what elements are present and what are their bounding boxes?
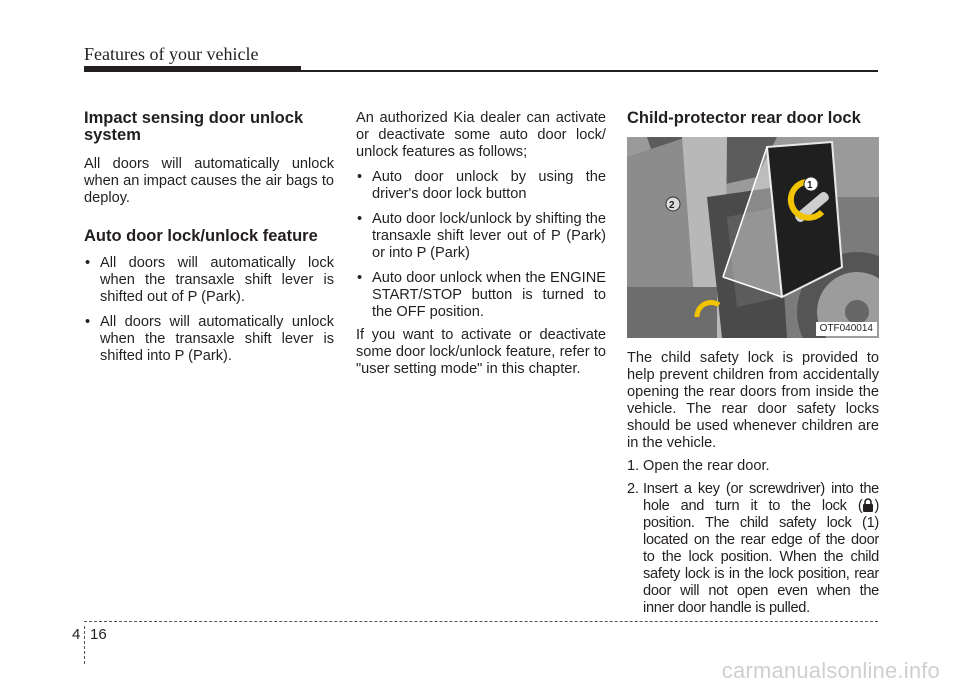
header-rule-thick — [84, 66, 301, 72]
step-text-after: ) position. The child safety lock (1) located on the rear edge of the door to the lock position. When the child safety lock is in the lock position, rear door will not open even when the inner door handle is pulled. — [643, 498, 879, 616]
dealer-option-bullet: • Auto door lock/unlock by shifting the transaxle shift lever out of P (Park) or into P (Park) — [356, 211, 606, 262]
auto-unlock-bullet: • All doors will automatically unlock when the transaxle shift lever is shifted into P (Park). — [84, 314, 334, 365]
child-lock-heading: Child-protector rear door lock — [627, 109, 861, 127]
footer-divider — [84, 626, 85, 664]
figure-code: OTF040014 — [816, 322, 877, 336]
auto-lock-heading: Auto door lock/unlock feature — [84, 227, 318, 245]
chapter-number: 4 — [72, 626, 81, 643]
header-rule-thin — [300, 70, 878, 72]
step-number: 1. — [627, 458, 640, 474]
watermark: carmanualsonline.info — [721, 658, 940, 683]
callout-1-label: 1 — [807, 180, 813, 191]
step-number: 2. — [627, 481, 639, 497]
dealer-option-bullet: • Auto door unlock when the ENGINE START/STOP button is turned to the OFF position. — [356, 270, 606, 321]
auto-lock-bullet: • All doors will automatically lock when the transaxle shift lever is shifted out of P (Park). — [84, 255, 334, 306]
column-middle — [356, 110, 606, 378]
dealer-intro-text: An authorized Kia dealer can activate or deactivate some auto door lock/ unlock features as follows; — [356, 110, 606, 160]
user-setting-text: If you want to activate or deactivate some door lock/unlock feature, refer to "user setting mode" in this chapter. — [356, 327, 606, 377]
step-1 — [627, 458, 879, 475]
impact-unlock-text: All doors will automatically unlock when an impact causes the air bags to deploy. — [84, 156, 334, 206]
lock-icon — [862, 498, 874, 512]
column-right — [627, 110, 879, 617]
column-left — [84, 110, 334, 365]
callout-2-label: 2 — [669, 200, 675, 211]
footer-rule — [84, 621, 878, 622]
child-lock-figure — [627, 137, 879, 338]
step-text-before: Insert a key (or screwdriver) into the hole and turn it to the lock ( — [643, 481, 879, 514]
dealer-option-bullet: • Auto door unlock by using the driver's door lock button — [356, 169, 606, 203]
door-illustration — [627, 137, 879, 338]
page-header-title: Features of your vehicle — [84, 44, 259, 64]
child-lock-description: The child safety lock is provided to help prevent children from accidentally opening the rear doors from inside the vehicle. The rear door safety locks should be used whenever children are in the vehicle. — [627, 350, 879, 451]
step-2 — [627, 481, 879, 617]
page-number: 16 — [90, 626, 107, 643]
impact-unlock-heading: Impact sensing door unlock system — [84, 109, 304, 144]
step-text: Open the rear door. — [643, 458, 770, 474]
